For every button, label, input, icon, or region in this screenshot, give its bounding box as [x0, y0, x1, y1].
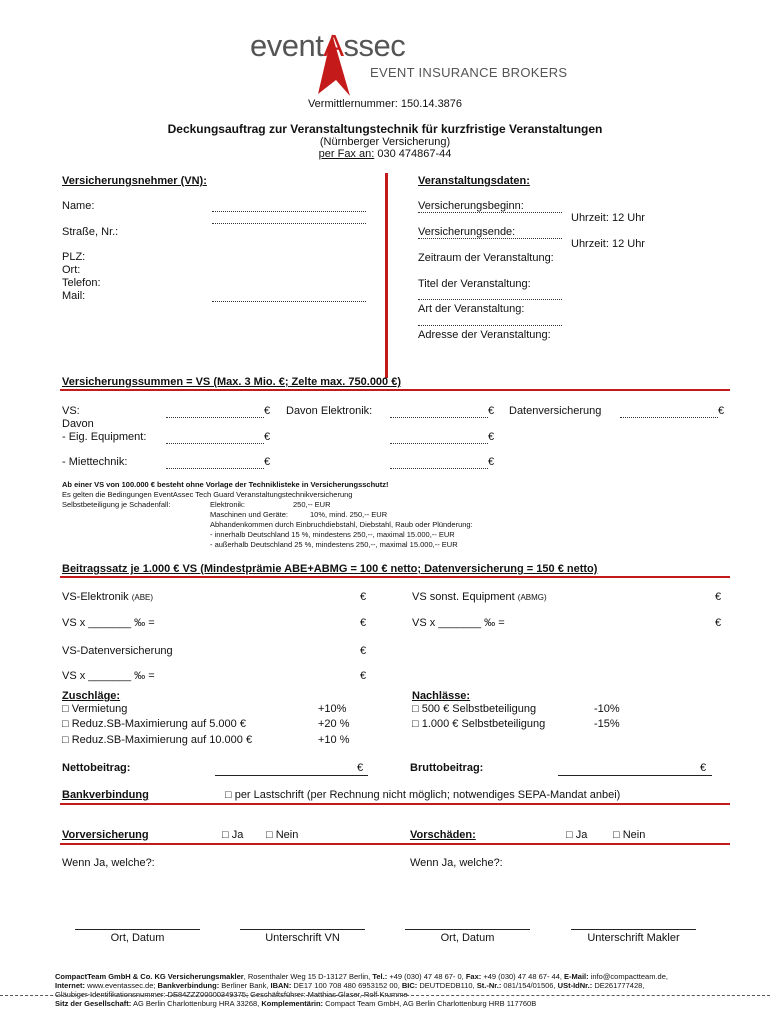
sig-label-4: Unterschrift Makler	[587, 932, 680, 944]
event-art-field[interactable]	[418, 325, 562, 326]
vn-name-field[interactable]	[212, 211, 366, 212]
vs-label: VS:	[62, 405, 80, 417]
elektronik-miet-euro: €	[488, 456, 495, 468]
zuschlag-vermietung[interactable]: □ Vermietung	[62, 703, 128, 715]
footer-email-label: E-Mail:	[564, 972, 589, 981]
footer-email: info@compactteam.de,	[588, 972, 668, 981]
sig-line-2[interactable]	[240, 929, 365, 930]
vorschaeden-welche: Wenn Ja, welche?:	[410, 857, 503, 869]
netto-field[interactable]	[215, 775, 368, 776]
nachlass-1000-value: -15%	[594, 718, 620, 730]
event-beginn-field[interactable]	[418, 212, 562, 213]
logo-wordmark	[250, 28, 405, 64]
footer-ustid: DE261777428,	[592, 981, 645, 990]
vorschaeden-nein[interactable]: □ Nein	[613, 829, 646, 841]
event-art-label: Art der Veranstaltung:	[418, 303, 525, 315]
datenversicherung-field[interactable]	[620, 417, 718, 418]
vs-field[interactable]	[166, 417, 264, 418]
summen-heading: Versicherungssummen = VS (Max. 3 Mio. €; Zelte max. 750.000 €)	[62, 376, 402, 388]
vs-euro: €	[264, 405, 271, 417]
footer-stnr-label: St.-Nr.:	[476, 981, 502, 990]
nachlass-500-value: -10%	[594, 703, 620, 715]
footer-ustid-label: USt-IdNr.:	[557, 981, 593, 990]
vs-x-elektronik[interactable]: VS x _______ ‰ =	[62, 617, 155, 629]
zuschlag-sb-10000[interactable]: □ Reduz.SB-Maximierung auf 10.000 €	[62, 734, 253, 746]
vs-elektronik-text: VS-Elektronik	[62, 591, 129, 603]
vn-telefon-label: Telefon:	[62, 277, 101, 289]
footer-company: CompactTeam GmbH & Co. KG Versicherungsmakler	[55, 972, 244, 981]
nachlaesse-heading: Nachlässe:	[412, 690, 471, 702]
sig-line-4[interactable]	[571, 929, 696, 930]
lastschrift-option[interactable]: □ per Lastschrift (per Rechnung nicht möglich; notwendiges SEPA-Mandat anbei)	[225, 789, 621, 801]
bank-heading: Bankverbindung	[62, 789, 149, 801]
footer-sitz: AG Berlin Charlottenburg HRA 33268,	[131, 999, 262, 1008]
footer-fax-label: Fax:	[465, 972, 482, 981]
vn-strasse-label: Straße, Nr.:	[62, 226, 119, 238]
vn-heading: Versicherungsnehmer (VN):	[62, 175, 207, 187]
note-elektronik-val: 250,-- EUR	[293, 500, 331, 509]
event-zeitraum-label: Zeitraum der Veranstaltung:	[418, 252, 554, 264]
sig-line-1[interactable]	[75, 929, 200, 930]
miet-field[interactable]	[166, 468, 264, 469]
footer-dashed-rule	[0, 995, 770, 996]
note-maschinen-val: 10%, mind. 250,-- EUR	[310, 510, 388, 519]
elektronik-euro: €	[488, 405, 495, 417]
footer-internet-label: Internet:	[55, 981, 85, 990]
event-heading: Veranstaltungsdaten:	[418, 175, 530, 187]
bank-divider	[60, 803, 730, 805]
elektronik-miet-field[interactable]	[390, 468, 488, 469]
note-elektronik: Elektronik:	[210, 500, 246, 509]
vorvers-heading: Vorversicherung	[62, 829, 149, 841]
vorschaeden-ja[interactable]: □ Ja	[566, 829, 588, 841]
vermittlernummer: Vermittlernummer: 150.14.3876	[307, 98, 463, 110]
note-ausserhalb: - außerhalb Deutschland 25 %, mindestens 250,--, maximal 15.000,-- EUR	[210, 540, 458, 549]
miettechnik-label: - Miettechnik:	[62, 456, 128, 468]
vn-mail-label: Mail:	[62, 290, 86, 302]
fax-label: per Fax an:	[318, 148, 375, 160]
beitrag-divider	[60, 576, 730, 578]
note-abhanden: Abhandenkommen durch Einbruchdiebstahl, Diebstahl, Raub oder Plünderung:	[210, 520, 473, 529]
datenversicherung-label: Datenversicherung	[509, 405, 602, 417]
vorvers-welche: Wenn Ja, welche?:	[62, 857, 155, 869]
vn-ort-label: Ort:	[62, 264, 81, 276]
form-title: Deckungsauftrag zur Veranstaltungstechnik für kurzfristige Veranstaltungen	[167, 122, 603, 136]
note-conditions: Es gelten die Bedingungen EventAssec Tech Guard Veranstaltungstechnikversicherung	[62, 490, 353, 499]
vs-daten-euro: €	[360, 645, 367, 657]
vorvers-divider	[60, 843, 730, 845]
column-divider	[385, 173, 388, 378]
footer-komplementaer-label: Komplementärin:	[261, 999, 324, 1008]
brutto-euro: €	[700, 762, 707, 774]
footer-bank: Berliner Bank,	[219, 981, 271, 990]
zuschlag-sb-5000-value: +20 %	[318, 718, 350, 730]
footer-iban-label: IBAN:	[270, 981, 292, 990]
elektronik-eig-euro: €	[488, 431, 495, 443]
vs-sonst-label	[412, 591, 547, 603]
footer-tel-label: Tel.:	[372, 972, 388, 981]
form-subtitle: (Nürnberger Versicherung)	[319, 136, 451, 148]
event-adresse-label: Adresse der Veranstaltung:	[418, 329, 551, 341]
vs-elektronik-euro: €	[360, 591, 367, 603]
sig-label-3: Ort, Datum	[440, 932, 495, 944]
zuschlaege-heading: Zuschläge:	[62, 690, 121, 702]
vs-x-daten-euro: €	[360, 670, 367, 682]
zuschlag-vermietung-value: +10%	[318, 703, 347, 715]
vs-x-sonst[interactable]: VS x _______ ‰ =	[412, 617, 505, 629]
davon-elektronik-label: Davon Elektronik:	[286, 405, 373, 417]
vs-x-sonst-euro: €	[715, 617, 722, 629]
sig-line-3[interactable]	[405, 929, 530, 930]
vn-plz-label: PLZ:	[62, 251, 86, 263]
netto-label: Nettobeitrag:	[62, 762, 131, 774]
fax-number: 030 474867-44	[374, 148, 452, 160]
vorvers-nein[interactable]: □ Nein	[266, 829, 299, 841]
footer-bic-label: BIC:	[401, 981, 418, 990]
brutto-label: Bruttobeitrag:	[410, 762, 484, 774]
vorschaeden-heading: Vorschäden:	[410, 829, 476, 841]
vs-elektronik-label	[62, 591, 153, 603]
footer-sitz-label: Sitz der Gesellschaft:	[55, 999, 132, 1008]
sig-label-2: Unterschrift VN	[265, 932, 340, 944]
footer-iban: DE17 100 708 480 6953152 00,	[291, 981, 402, 990]
footer-line-4	[55, 999, 536, 1009]
datenversicherung-euro: €	[718, 405, 725, 417]
vorvers-ja[interactable]: □ Ja	[222, 829, 244, 841]
logo-prefix: event	[250, 28, 324, 63]
footer-bank-label: Bankverbindung:	[157, 981, 220, 990]
nachlass-500[interactable]: □ 500 € Selbstbeteiligung	[412, 703, 537, 715]
zuschlag-sb-5000[interactable]: □ Reduz.SB-Maximierung auf 5.000 €	[62, 718, 246, 730]
note-sb-label: Selbstbeteiligung je Schadenfall:	[62, 500, 171, 509]
logo-suffix: ssec	[343, 28, 406, 63]
footer-internet: www.eventassec.de;	[85, 981, 158, 990]
eig-field[interactable]	[166, 443, 264, 444]
abmg-tag: (ABMG)	[517, 593, 547, 602]
zuschlag-sb-10000-value: +10 %	[318, 734, 350, 746]
event-ende-label: Versicherungsende:	[418, 226, 516, 238]
note-innerhalb: - innerhalb Deutschland 15 %, mindestens 250,--, maximal 15.000,-- EUR	[210, 530, 455, 539]
elektronik-eig-field[interactable]	[390, 443, 488, 444]
footer-fax: +49 (030) 47 48 67- 44,	[481, 972, 565, 981]
event-titel-label: Titel der Veranstaltung:	[418, 278, 531, 290]
note-bold: Ab einer VS von 100.000 € besteht ohne Vorlage der Techniklisteke in Versicherungsschutz!	[62, 480, 389, 489]
footer-tel: +49 (030) 47 48 67- 0,	[387, 972, 466, 981]
brutto-field[interactable]	[558, 775, 712, 776]
fax-line	[0, 148, 770, 160]
event-uhrzeit-1: Uhrzeit: 12 Uhr	[571, 212, 645, 224]
vs-sonst-text: VS sonst. Equipment	[412, 591, 515, 603]
event-uhrzeit-2: Uhrzeit: 12 Uhr	[571, 238, 645, 250]
footer-stnr: 081/154/01506,	[501, 981, 558, 990]
beitrag-heading: Beitragssatz je 1.000 € VS (Mindestprämie ABE+ABMG = 100 € netto; Datenversicherung = 150 € netto)	[62, 563, 598, 575]
eig-euro: €	[264, 431, 271, 443]
note-maschinen: Maschinen und Geräte:	[210, 510, 288, 519]
vs-sonst-euro: €	[715, 591, 722, 603]
event-beginn-label: Versicherungsbeginn:	[418, 200, 524, 212]
eig-equipment-label: - Eig. Equipment:	[62, 431, 147, 443]
footer-komplementaer: Compact Team GmbH, AG Berlin Charlottenburg HRB 117760B	[323, 999, 537, 1008]
vs-daten-label: VS-Datenversicherung	[62, 645, 173, 657]
event-ende-field[interactable]	[418, 238, 562, 239]
vs-x-elektronik-euro: €	[360, 617, 367, 629]
summen-divider	[60, 389, 730, 391]
vn-mail-field[interactable]	[212, 301, 366, 302]
logo-tagline: EVENT INSURANCE BROKERS	[370, 65, 568, 80]
footer-bic: DEUTDEDB110,	[417, 981, 477, 990]
vn-name-field-2[interactable]	[212, 223, 366, 224]
abe-tag: (ABE)	[131, 593, 154, 602]
logo-letter: A	[323, 28, 344, 63]
vs-x-daten[interactable]: VS x _______ ‰ =	[62, 670, 155, 682]
sig-label-1: Ort, Datum	[110, 932, 165, 944]
elektronik-field[interactable]	[390, 417, 488, 418]
footer-address: , Rosenthaler Weg 15 D-13127 Berlin,	[243, 972, 373, 981]
event-titel-field[interactable]	[418, 299, 562, 300]
vn-name-label: Name:	[62, 200, 95, 212]
nachlass-1000[interactable]: □ 1.000 € Selbstbeteiligung	[412, 718, 546, 730]
davon-label: Davon	[62, 418, 94, 430]
netto-euro: €	[357, 762, 364, 774]
miet-euro: €	[264, 456, 271, 468]
footer-line-3: Gläubiger-Identifikationsnummer: DE84ZZZ00000349375; Geschäftsführer: Matthias Glaser, Rolf Krumme	[55, 990, 408, 999]
